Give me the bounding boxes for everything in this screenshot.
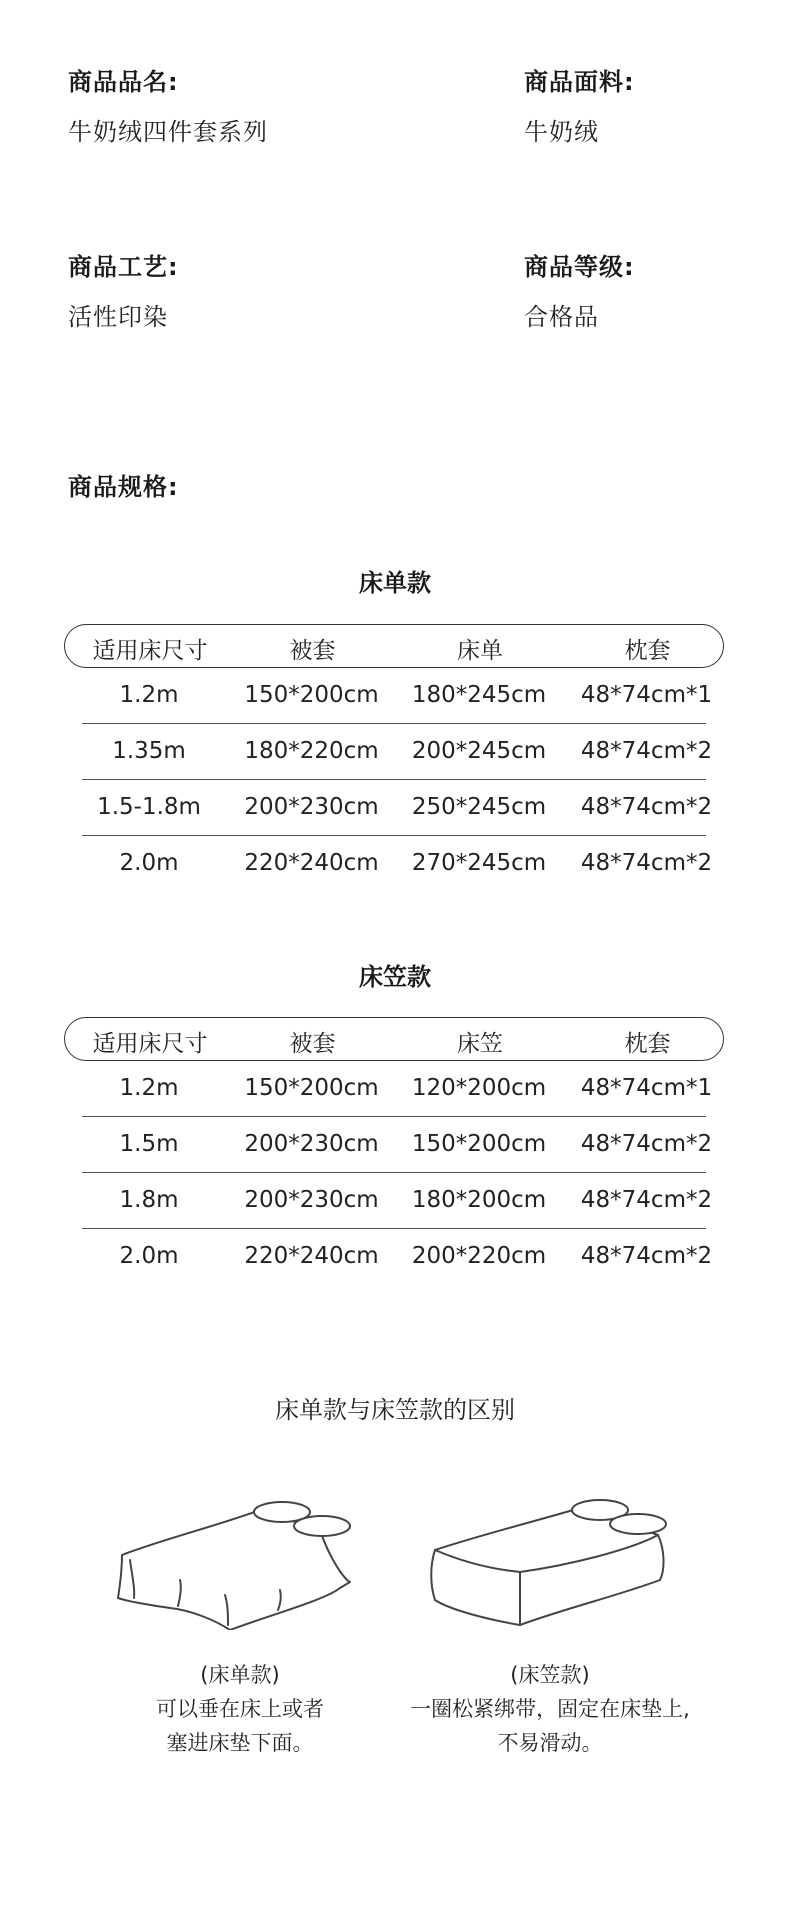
table-cell: 48*74cm*2	[580, 1243, 713, 1269]
table-cell: 150*200cm	[411, 1131, 547, 1157]
product-name-value: 牛奶绒四件套系列	[68, 118, 268, 146]
table-cell: 250*245cm	[411, 794, 547, 820]
table-cell: 48*74cm*2	[580, 1187, 713, 1213]
table-cell: 2.0m	[119, 1243, 179, 1269]
product-fabric-label: 商品面料:	[524, 68, 635, 96]
table-cell: 1.5-1.8m	[97, 794, 201, 820]
table-row	[64, 836, 724, 891]
header-cell: 床单	[457, 638, 503, 664]
caption-line: 不易滑动。	[497, 1731, 603, 1755]
table-cell: 48*74cm*2	[580, 794, 713, 820]
product-name-label: 商品品名:	[68, 68, 179, 96]
table-cell: 48*74cm*2	[580, 1131, 713, 1157]
header-cell: 枕套	[624, 1031, 671, 1057]
table-cell: 180*220cm	[244, 738, 379, 764]
table-header	[64, 1017, 724, 1061]
header-cell: 被套	[289, 1031, 336, 1057]
table-cell: 180*200cm	[411, 1187, 547, 1213]
table-row	[82, 1117, 713, 1173]
product-fabric-value: 牛奶绒	[524, 118, 599, 146]
table-cell: 120*200cm	[411, 1075, 547, 1101]
table-row	[82, 1061, 713, 1117]
table-cell: 150*200cm	[244, 1075, 379, 1101]
difference-title: 床单款与床笠款的区别	[275, 1396, 515, 1424]
fitted-sheet-bed-illustration	[420, 1470, 680, 1630]
caption-line: 可以垂在床上或者	[156, 1697, 324, 1721]
sheet-spec-table	[64, 624, 724, 891]
table-cell: 220*240cm	[244, 850, 379, 876]
table-cell: 48*74cm*2	[580, 850, 713, 876]
header-cell: 适用床尺寸	[92, 1031, 208, 1057]
table-cell: 200*220cm	[411, 1243, 547, 1269]
product-grade-label: 商品等级:	[524, 253, 635, 281]
caption-line: 塞进床垫下面。	[166, 1731, 314, 1755]
table-cell: 200*230cm	[244, 1131, 379, 1157]
fitted-spec-table	[64, 1017, 724, 1284]
table-row	[82, 668, 713, 724]
header-cell: 被套	[289, 638, 336, 664]
product-craft-label: 商品工艺:	[68, 253, 179, 281]
table-cell: 48*74cm*2	[580, 738, 713, 764]
table-cell: 270*245cm	[411, 850, 547, 876]
table-cell: 1.2m	[119, 682, 179, 708]
table-cell: 1.8m	[119, 1187, 179, 1213]
product-craft-value: 活性印染	[68, 303, 168, 331]
table-cell: 48*74cm*1	[580, 682, 713, 708]
table-row	[64, 1229, 724, 1284]
table-cell: 200*230cm	[244, 794, 379, 820]
table-row	[82, 780, 713, 836]
table-cell: 2.0m	[119, 850, 179, 876]
table-cell: 200*245cm	[411, 738, 547, 764]
table-row	[82, 724, 713, 780]
table-cell: 220*240cm	[244, 1243, 379, 1269]
table-header	[64, 624, 724, 668]
caption-line: 一圈松紧绑带，固定在床垫上,	[410, 1697, 690, 1721]
caption-line: (床笠款)	[510, 1663, 590, 1687]
header-cell: 适用床尺寸	[92, 638, 208, 664]
table-cell: 200*230cm	[244, 1187, 379, 1213]
table-cell: 1.5m	[119, 1131, 179, 1157]
fitted-table-title: 床笠款	[359, 963, 431, 991]
table-row	[82, 1173, 713, 1229]
caption-line: (床单款)	[200, 1663, 280, 1687]
sheet-table-title: 床单款	[359, 569, 431, 597]
table-cell: 1.35m	[112, 738, 186, 764]
product-spec-label: 商品规格:	[68, 473, 179, 501]
flat-sheet-bed-illustration	[110, 1470, 370, 1630]
fitted-sheet-caption	[395, 1658, 705, 1760]
header-cell: 枕套	[624, 638, 671, 664]
table-cell: 1.2m	[119, 1075, 179, 1101]
table-cell: 48*74cm*1	[580, 1075, 713, 1101]
table-cell: 180*245cm	[411, 682, 547, 708]
header-cell: 床笠	[457, 1031, 503, 1057]
table-cell: 150*200cm	[244, 682, 379, 708]
flat-sheet-caption	[105, 1658, 375, 1760]
product-grade-value: 合格品	[524, 303, 599, 331]
